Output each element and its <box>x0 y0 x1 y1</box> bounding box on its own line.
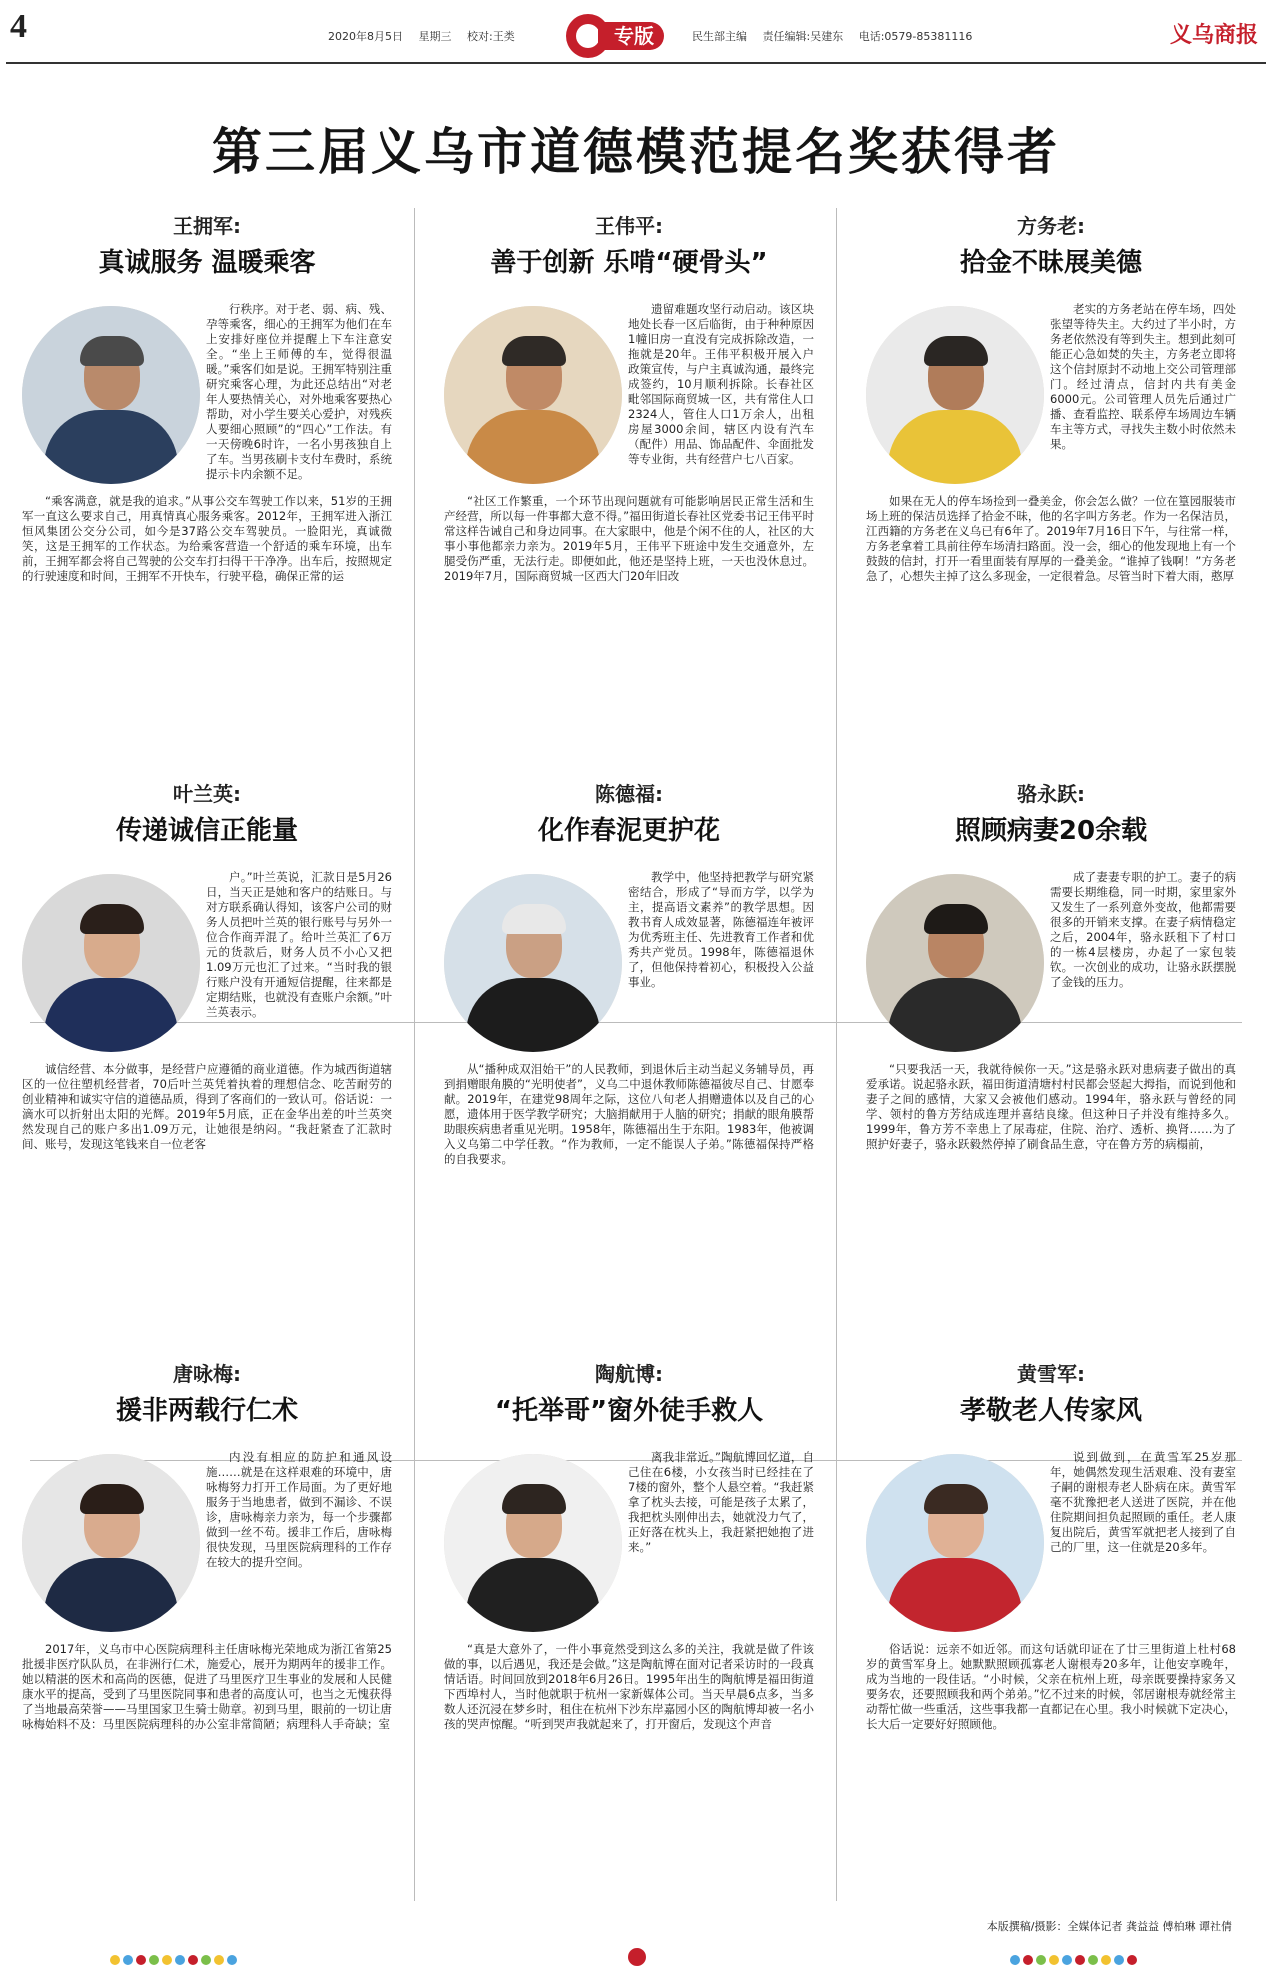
profile-slogan: “托举哥”窗外徒手救人 <box>494 1396 764 1426</box>
photo-credit: 本版撰稿/摄影：全媒体记者 龚益益 傅柏琳 谭社倩 <box>986 1920 1232 1933</box>
profile-text: “乘客满意，就是我的追求。”从事公交车驾驶工作以来，51岁的王拥军一直这么要求自己，用真情真心服务乘客。2012年，王拥军进入浙江恒风集团公交分公司，如今是37路公交车驾驶员。一脸阳光，真诚微笑，这是王拥军的工作状态。为给乘客营造一个舒适的乘车环境，出车前，王拥军都会将自己驾驶的公交车打扫得干干净净。出车后，按照规定的行驶速度和时间，王拥军不开快车，行驶平稳，确保正常的运 <box>22 494 392 583</box>
profile-text: 内没有相应的防护和通风设施……就是在这样艰难的环境中，唐咏梅努力打开工作局面。为了更好地服务于当地患者，做到不漏诊、不误诊，唐咏梅亲力亲为，每一个步骤都做到一丝不苟。援非工作后，唐咏梅很快发现，马里医院病理科的工作存在较大的提升空间。 <box>206 1450 392 1569</box>
profile-name: 叶兰英: <box>173 782 241 806</box>
portrait-photo <box>866 1454 1044 1632</box>
portrait-photo <box>22 306 200 484</box>
profile-slogan: 援非两载行仁术 <box>115 1396 298 1426</box>
proofreader: 校对:王类 <box>467 30 515 43</box>
decorative-dots <box>110 1950 240 1962</box>
issue-weekday: 星期三 <box>418 30 452 43</box>
page-number: 4 <box>10 8 27 45</box>
center-emblem-icon <box>628 1948 646 1966</box>
profile-text: 老实的方务老站在停车场，四处张望等待失主。大约过了半小时，方务老依然没有等到失主。想到此刻可能正心急如焚的失主，方务老立即将这个信封原封不动地上交公司管理部门。经过清点，信封内共有美金6000元。公司管理人员先后通过广播、查看监控、联系停车场周边车辆车主等方式，寻找失主数小时依然未果。 <box>1050 302 1236 451</box>
profile-name: 王伟平: <box>595 214 663 238</box>
portrait-photo <box>866 874 1044 1052</box>
profile-card <box>22 1358 392 1798</box>
profile-card <box>22 778 392 1218</box>
profile-slogan: 孝敬老人传家风 <box>959 1396 1142 1426</box>
profile-slogan: 照顾病妻20余载 <box>954 816 1148 846</box>
profile-text: 行秩序。对于老、弱、病、残、孕等乘客，细心的王拥军为他们在车上安排好座位并提醒上下车注意安全。“坐上王师傅的车，觉得很温暖。”乘客们如是说。王拥军特别注重研究乘客心理，为此还总结出“对老年人要热情关心，对外地乘客要热心帮助，对小学生要关心爱护，对残疾人要细心照顾”的“四心”工作法。有一天傍晚6时许，一名小男孩独自上了车。当男孩刷卡支付车费时，系统提示卡内余额不足。 <box>206 302 392 481</box>
profile-name: 黄雪军: <box>1017 1362 1085 1386</box>
profile-text: 俗话说：远亲不如近邻。而这句话就印证在了廿三里街道上杜村68岁的黄雪军身上。她默默照顾孤寡老人谢根寿20多年，让他安享晚年，成为当地的一段佳话。“小时候，父亲在杭州上班，母亲既要操持家务又要务农，还要照顾我和两个弟弟。”忆不过来的时候，邻居谢根寿就经常主动帮忙做一些重活，这些事我都一直都记在心里。我小时候就下定决心，长大后一定要好好照顾他。 <box>866 1642 1236 1731</box>
portrait-photo <box>22 874 200 1052</box>
responsible-editor: 责任编辑:吴建东 <box>762 30 844 43</box>
profile-text: 说到做到，在黄雪军25岁那年，她偶然发现生活艰难、没有妻室子嗣的谢根寿老人卧病在床。黄雪军毫不犹豫把老人送进了医院，并在他住院期间担负起照顾的重任。老人康复出院后，黄雪军就把老人接到了自己的厂里，这一住就是20多年。 <box>1050 1450 1236 1554</box>
profile-text: 教学中，他坚持把教学与研究紧密结合，形成了“导而方学，以学为主，提高语文素养”的教学思想。因教书育人成效显著，陈德福连年被评为优秀班主任、先进教育工作者和优秀共产党员。1998年，陈德福退休了，但他保持着初心，积极投入公益事业。 <box>628 870 814 989</box>
profile-card <box>444 210 814 650</box>
profile-text: “社区工作繁重，一个环节出现问题就有可能影响居民正常生活和生产经营，所以每一件事都大意不得。”福田街道长春社区党委书记王伟平时常这样告诫自己和身边同事。在大家眼中，他是个闲不住的人，社区的大事小事他都亲力亲为。2019年5月，王伟平下班途中发生交通意外，左腿受伤严重，无法行走。即便如此，他还是坚持上班，一天也没休息过。2019年7月，国际商贸城一区西大门20年旧改 <box>444 494 814 583</box>
profile-slogan: 化作春泥更护花 <box>537 816 720 846</box>
portrait-photo <box>22 1454 200 1632</box>
portrait-photo <box>866 306 1044 484</box>
header-rule <box>6 62 1266 64</box>
profile-text: “真是大意外了，一件小事竟然受到这么多的关注，我就是做了件该做的事，以后遇见，我还是会做。”这是陶航博在面对记者采访时的一段真情话语。时间回放到2018年6月26日。1995年出生的陶航博是福田街道下西埠村人，当时他就职于杭州一家新媒体公司。当天早晨6点多，当多数人还沉浸在梦乡时，租住在杭州下沙东岸嘉园小区的陶航博却被一名小孩的哭声惊醒。“听到哭声我就起来了，打开窗后，发现这个声音 <box>444 1642 814 1731</box>
newspaper-logo: 义乌商报 <box>1169 22 1258 48</box>
profile-card <box>866 778 1236 1218</box>
profile-text: 2017年，义乌市中心医院病理科主任唐咏梅光荣地成为浙江省第25批援非医疗队队员，在非洲行仁术，施爱心，展开为期两年的援非工作。她以精湛的医术和高尚的医德，促进了马里医疗卫生事业的发展和人民健康水平的提高，受到了马里医院同事和患者的高度认可，也当之无愧获得了当地最高荣誉——马里国家卫生骑士勋章。初到马里，眼前的一切让唐咏梅始料不及：马里医院病理科的办公室非常简陋；病理科人手奇缺；室 <box>22 1642 392 1731</box>
profile-text: 遗留难题攻坚行动启动。该区块地处长春一区后临街，由于种种原因1幢旧房一直没有完成拆除改造，一拖就是20年。王伟平积极开展入户政策宣传，与户主真诚沟通，最终完成签约，10月顺利拆除。长春社区毗邻国际商贸城一区，共有常住人口2324人，管住人口1万余人，出租房屋3000余间，辖区内设有汽车（配件）用品、饰品配件、伞面批发等专业街，共有经营户七八百家。 <box>628 302 814 466</box>
profile-slogan: 善于创新 乐啃“硬骨头” <box>490 248 768 278</box>
page-header <box>0 0 1272 66</box>
profile-name: 唐咏梅: <box>173 1362 241 1386</box>
profile-slogan: 传递诚信正能量 <box>115 816 298 846</box>
decorative-dots <box>1010 1950 1140 1962</box>
issue-date: 2020年8月5日 <box>328 30 403 43</box>
profile-name: 方务老: <box>1017 214 1085 238</box>
profile-text: 户。”叶兰英说，汇款日是5月26日，当天正是她和客户的结账日。与对方联系确认得知，该客户公司的财务人员把叶兰英的银行账号与另外一位合作商弄混了。给叶兰英汇了6万元的货款后，财务人员不小心又把1.09万元也汇了过来。“当时我的银行账户没有开通短信提醒，往来都是定期结账，也就没有查账户余额。”叶兰英表示。 <box>206 870 392 1019</box>
page-title: 第三届义乌市道德模范提名奖获得者 <box>212 123 1060 181</box>
profile-text: 从“播种成双泪始干”的人民教师，到退休后主动当起义务辅导员，再到捐赠眼角膜的“光明使者”，义乌二中退休教师陈德福彼尽自己、甘愿奉献。2019年，在建党98周年之际，这位八旬老人捐赠遗体以及自己的心愿，遗体用于医学教学研究；大脑捐献用于人脑的研究；捐献的眼角膜帮助眼疾病患者重见光明。1958年，陈德福出生于东阳。1983年，他被调入义乌第二中学任教。“作为教师，一定不能误人子弟。”陈德福保持严格的自我要求。 <box>444 1062 814 1166</box>
phone: 电话:0579-85381116 <box>858 30 973 43</box>
profile-card <box>22 210 392 650</box>
portrait-photo <box>444 1454 622 1632</box>
profile-text: 离我非常近。”陶航博回忆道，自己住在6楼，小女孩当时已经挂在了7楼的窗外，整个人悬空着。“我赶紧拿了枕头去接，可能是孩子太累了，我把枕头刚伸出去，她就没力气了，正好落在枕头上，我赶紧把她抱了进来。” <box>628 1450 814 1554</box>
header-meta-right <box>692 28 984 44</box>
profile-card <box>444 1358 814 1798</box>
profile-name: 陶航博: <box>595 1362 663 1386</box>
profile-card <box>866 210 1236 650</box>
header-meta-left <box>328 28 527 44</box>
profile-text: 如果在无人的停车场捡到一叠美金，你会怎么做？一位在篁园服装市场上班的保洁员选择了拾金不昧，他的名字叫方务老。作为一名保洁员，江西籍的方务老在义乌已有6年了。2019年7月16日下午，与往常一样，方务老拿着工具前往停车场清扫路面。没一会，细心的他发现地上有一个鼓鼓的信封，打开一看里面装有厚厚的一叠美金。“谁掉了钱啊！”方务老急了，心想失主掉了这么多现金，一定很着急。尽管当时下着大雨，憨厚 <box>866 494 1236 583</box>
profile-name: 陈德福: <box>595 782 663 806</box>
profile-name: 王拥军: <box>173 214 241 238</box>
section-label: 专版 <box>598 22 664 50</box>
column-divider <box>414 208 415 1901</box>
profile-text: 诚信经营、本分做事，是经营户应遵循的商业道德。作为城西街道辖区的一位往塑机经营者，70后叶兰英凭着执着的理想信念、吃苦耐劳的创业精神和诚实守信的道德品质，得到了客商们的一致认可。俗话说：一滴水可以折射出太阳的光辉。2019年5月底，正在金华出差的叶兰英突然发现自己的账户多出1.09万元，让她很是纳闷。“我赶紧查了汇款时间、账号，发现这笔钱来自一位老客 <box>22 1062 392 1151</box>
profile-slogan: 真诚服务 温暖乘客 <box>98 248 316 278</box>
profile-card <box>866 1358 1236 1798</box>
profile-name: 骆永跃: <box>1017 782 1085 806</box>
footer-decoration <box>0 1946 1272 1966</box>
profile-slogan: 拾金不昧展美德 <box>959 248 1142 278</box>
portrait-photo <box>444 306 622 484</box>
profile-text: 成了妻妻专职的护工。妻子的病需要长期维稳，同一时期，家里家外又发生了一系列意外变故，他都需要很多的开销来支撑。在妻子病情稳定之后，2004年，骆永跃租下了村口的一栋4层楼房，办起了一家包装钦。一次创业的成功，让骆永跃摆脱了金钱的压力。 <box>1050 870 1236 989</box>
profile-card <box>444 778 814 1218</box>
profile-text: “只要我活一天，我就待候你一天。”这是骆永跃对患病妻子做出的真爱承诺。说起骆永跃，福田街道清塘村村民都会竖起大拇指，而说到他和妻子之间的感情，大家又会被他们感动。1994年，骆永跃与曾经的同学、领村的鲁方芳结成连理并喜结良缘。但这种日子并没有维持多久。1999年，鲁方芳不幸患上了尿毒症，住院、治疗、透析、换肾……为了照护好妻子，骆永跃毅然停掉了刷食品生意，守在鲁方芳的病榻前， <box>866 1062 1236 1151</box>
host-dept: 民生部主编 <box>692 30 747 43</box>
portrait-photo <box>444 874 622 1052</box>
section-badge <box>566 14 666 58</box>
column-divider <box>836 208 837 1901</box>
